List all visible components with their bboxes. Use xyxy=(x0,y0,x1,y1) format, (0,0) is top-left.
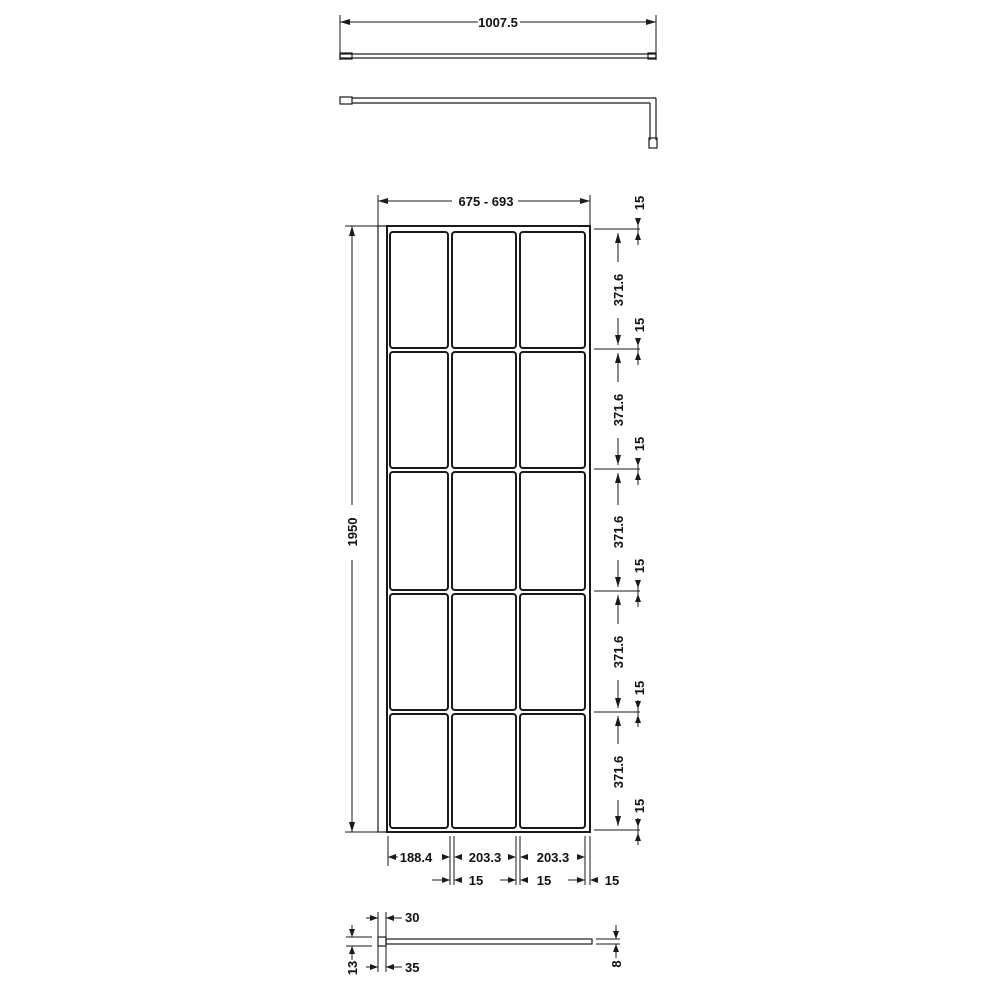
transom-label: 15 xyxy=(632,195,647,211)
panel-elevation xyxy=(345,194,647,888)
left-height-label: 13 xyxy=(345,960,360,976)
mullion-label: 15 xyxy=(604,873,620,888)
glass-panes xyxy=(390,232,585,828)
row-height-label: 371.6 xyxy=(611,755,626,789)
glass-thickness-label: 8 xyxy=(609,960,624,968)
panel-width-label: 675 - 693 xyxy=(458,194,514,209)
transom-label: 15 xyxy=(632,317,647,333)
transom-label: 15 xyxy=(632,680,647,696)
column-width-label: 203.3 xyxy=(468,850,502,865)
transom-label: 15 xyxy=(632,558,647,574)
transom-label: 15 xyxy=(632,436,647,452)
top-view xyxy=(340,15,656,60)
profile-width-top-label: 30 xyxy=(405,910,420,925)
panel-height-label: 1950 xyxy=(345,517,360,547)
mullion-label: 15 xyxy=(468,873,484,888)
mullion-label: 15 xyxy=(536,873,552,888)
row-height-label: 371.6 xyxy=(611,515,626,549)
bottom-dimensions xyxy=(388,836,619,888)
row-height-label: 371.6 xyxy=(611,635,626,669)
row-height-label: 371.6 xyxy=(611,393,626,427)
side-view xyxy=(340,97,657,148)
row-height-label: 371.6 xyxy=(611,273,626,307)
column-width-label: 203.3 xyxy=(536,850,570,865)
profile-width-bottom-label: 35 xyxy=(405,960,420,975)
bottom-section-view xyxy=(345,910,624,975)
top-width-label: 1007.5 xyxy=(478,15,518,30)
transom-label: 15 xyxy=(632,798,647,814)
right-dimensions xyxy=(594,196,647,845)
column-width-label: 188.4 xyxy=(399,850,433,865)
